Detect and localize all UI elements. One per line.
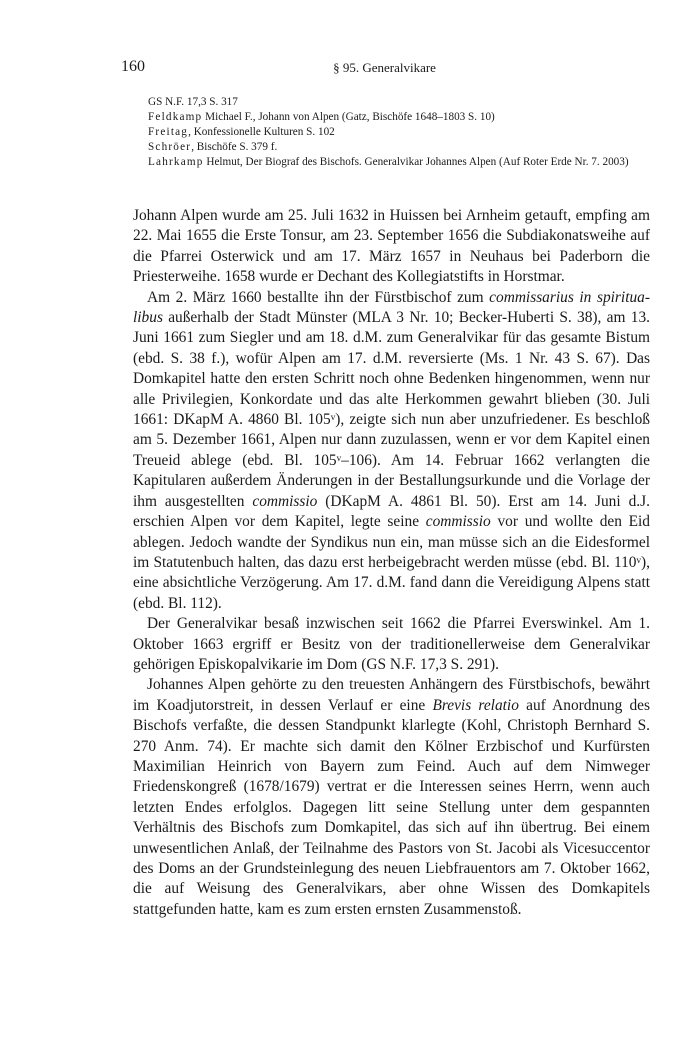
body-text [133, 206, 650, 920]
paragraph-text: (DKapM A. 4861 Bl. 50). Erst am 14. Juni d.J. erschien Alpen vor dem Kapitel, legte seine [133, 492, 650, 531]
italic-term: commissio [252, 492, 318, 510]
italic-term: commissio [425, 513, 491, 531]
page-number: 160 [121, 58, 145, 75]
running-title: § 95. Generalvikare [333, 60, 436, 75]
paragraph-text: Der Generalvikar besaß inzwischen seit 1662 die Pfarrei Everswinkel. Am 1. Oktober 1663 ergriff er Besitz von der traditionellerweise dem Generalvikar gehörigen Episkopalvikarie im Dom (GS N.F. 17,3 S. 291). [133, 615, 650, 673]
bibliography-entry [148, 155, 650, 170]
bibliography-entry [148, 95, 650, 110]
bibliography-text: , Konfessionelle Kulturen S. 102 [188, 126, 335, 138]
paragraph-text: Johannes Alpen gehörte zu den treuesten Anhängern des Fürstbischofs, bewährt im Koadjutorstreit, in dessen Verlauf er eine [133, 676, 650, 714]
paragraph-text: Am 2. März 1660 bestallte ihn der Fürstbischof zum [147, 288, 490, 306]
bibliography-author: Freitag [148, 126, 189, 138]
paragraph-text: außerhalb der Stadt Münster (MLA 3 Nr. 10; Becker-Huberti S. 38), am 13. Juni 1661 zum Siegler und am 18. d.M. zum Generalvikar für das gesamte Bistum (ebd. S. 38 f.), wofür Alpen am 17. d.M. reversierte (Ms. 1 Nr. 43 S. 67). Das Domkapitel hatte den ersten Schritt noch ohne Bedenken hingenommen, wenn nur alle Privilegien, Konkordate und das alte Herkommen gewahrt blieben (30. Juli 1661: DKapM A. 4860 Bl. 105ᵛ), zeigte sich nun aber unzufriedener. Es beschloß am 5. Dezember 1661, Alpen nur dann zuzulassen, wenn er vor dem Kapitel einen Treueid ablege (ebd. Bl. 105ᵛ–106). Am 14. Februar 1662 verlangten die Kapitularen außerdem Änderungen in der Bestallungsurkunde und die Vorlage der ihm ausgestellten [133, 309, 650, 510]
bibliography-author: Schröer [148, 141, 192, 153]
body-paragraph [133, 288, 650, 615]
paragraph-text: vor und wollte den Eid ablegen. Jedoch wandte der Syndikus nun ein, man müsse sich an die Eidesformel im Statutenbuch halten, das dazu erst herbeigebracht werden müsse (ebd. Bl. 110ᵛ), eine absichtliche Verzögerung. Am 17. d.M. fand dann die Vereidigung Alpens statt (ebd. Bl. 112). [133, 513, 651, 612]
body-paragraph [133, 614, 650, 675]
page-header [121, 58, 648, 80]
italic-term: commissarius in spiritualibus [133, 288, 650, 327]
bibliography-list [148, 95, 650, 170]
body-paragraph [133, 675, 650, 920]
paragraph-text: Johann Alpen wurde am 25. Juli 1632 in Huissen bei Arnheim getauft, empfing am 22. Mai 1655 die Erste Tonsur, am 23. September 1656 die Subdiakonatsweihe auf die Pfarrei Osterwick und am 17. März 1657 in Neuhaus bei Paderborn die Priesterweihe. 1658 wurde er Dechant des Kollegiatstifts in Horstmar. [133, 207, 650, 286]
body-paragraph [133, 206, 650, 288]
bibliography-text: , Bischöfe S. 379 f. [191, 141, 278, 153]
paragraph-text: auf Anordnung des Bischofs verfaßte, die dessen Standpunkt klarlegte (Kohl, Christoph Bernhard S. 270 Anm. 74). Er machte sich damit den Kölner Erzbischof und Kurfürsten Maximilian Heinrich von Bayern zum Feind. Auch auf dem Nimweger Friedenskongreß (1678/1679) vertrat er die Interessen seines Herrn, wenn auch letzten Endes erfolglos. Dagegen litt seine Stellung unter dem gespannten Verhältnis des Bischofs zum Domkapitel, das sich auf ihn übertrug. Bei einem unwesentlichen Anlaß, der Teilnahme des Pastors von St. Jacobi als Vicesuccentor des Doms an der Grundsteinlegung des neuen Liebfrauentors am 7. Oktober 1662, die auf Weisung des Generalvikars, aber ohne Wissen des Domkapitels stattgefunden hatte, kam es zum ersten ernsten Zusammenstoß. [133, 696, 651, 918]
bibliography-text: Helmut, Der Biograf des Bischofs. Generalvikar Johannes Alpen (Auf Roter Erde Nr. 7. 2003) [203, 156, 629, 168]
bibliography-entry [148, 110, 650, 125]
bibliography-entry [148, 140, 650, 155]
italic-term: Brevis relatio [432, 696, 519, 714]
bibliography-entry [148, 125, 650, 140]
bibliography-author: Lahrkamp [148, 156, 204, 168]
bibliography-text: Michael F., Johann von Alpen (Gatz, Bischöfe 1648–1803 S. 10) [202, 111, 495, 123]
bibliography-text: GS N.F. 17,3 S. 317 [148, 96, 238, 108]
bibliography-author: Feldkamp [148, 111, 203, 123]
